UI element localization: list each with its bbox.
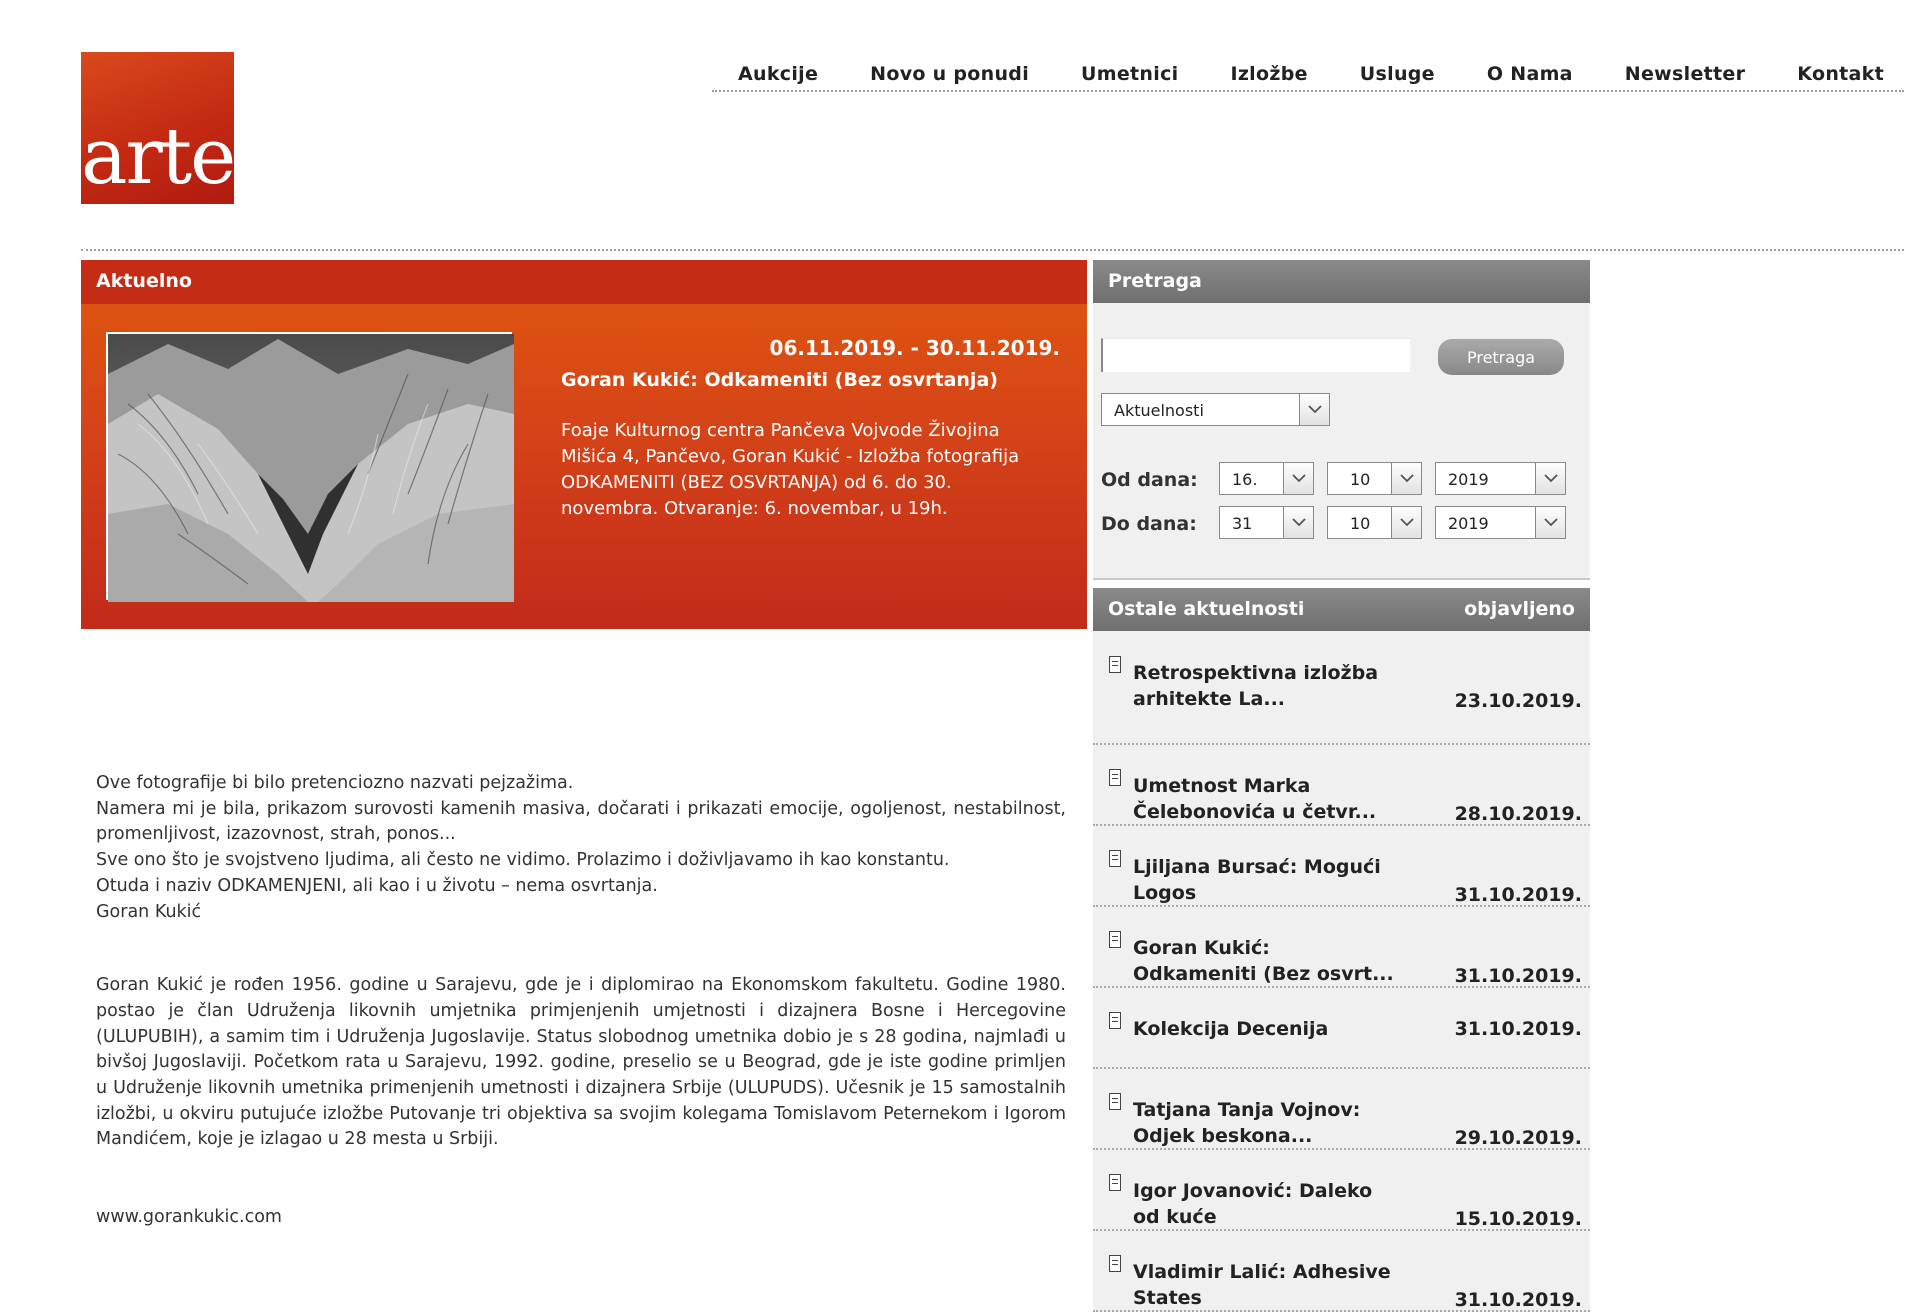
- article-line: Namera mi je bila, prikazom surovosti kamenih masiva, dočarati i prikazati emocije, ogoljenost, nestabilnost, promenljivost, izazovnost, strah, ponos...: [96, 798, 1066, 845]
- article-line: Ove fotografije bi bilo pretenciozno nazvati pejzažima.: [96, 773, 574, 793]
- document-icon: [1109, 656, 1121, 673]
- news-item-title[interactable]: Goran Kukić: Odkameniti (Bez osvrt...: [1133, 937, 1394, 985]
- featured-event-panel: [81, 260, 1087, 629]
- chevron-down-icon: [1535, 507, 1565, 538]
- chevron-down-icon: [1283, 463, 1313, 494]
- document-icon: [1109, 769, 1121, 786]
- news-item-date: 31.10.2019.: [1454, 1289, 1582, 1311]
- from-day-select[interactable]: [1219, 462, 1314, 495]
- search-panel: [1093, 260, 1590, 580]
- nav-newsletter[interactable]: Newsletter: [1624, 63, 1746, 85]
- to-day-select[interactable]: [1219, 506, 1314, 539]
- news-list: [1093, 631, 1590, 1312]
- nav-izlozbe[interactable]: Izložbe: [1230, 63, 1308, 85]
- nav-kontakt[interactable]: Kontakt: [1797, 63, 1884, 85]
- news-item-title[interactable]: Vladimir Lalić: Adhesive States: [1133, 1261, 1391, 1309]
- news-item[interactable]: [1093, 664, 1590, 745]
- document-icon: [1109, 1012, 1121, 1029]
- nav-usluge[interactable]: Usluge: [1359, 63, 1435, 85]
- other-news-heading: [1093, 588, 1590, 631]
- document-icon: [1109, 850, 1121, 867]
- news-item-title[interactable]: Ljiljana Bursać: Mogući Logos: [1133, 856, 1381, 904]
- news-item-title[interactable]: Kolekcija Decenija: [1133, 1018, 1329, 1040]
- news-item[interactable]: [1093, 1150, 1590, 1231]
- from-month-value: 10: [1350, 470, 1371, 489]
- article-line: Sve ono što je svojstveno ljudima, ali često ne vidimo. Prolazimo i doživljavamo ih kao konstantu.: [96, 850, 950, 871]
- featured-description: Foaje Kulturnog centra Pančeva Vojvode Živojina Mišića 4, Pančevo, Goran Kukić - Izložba fotografija ODKAMENITI (BEZ OSVRTANJA) od 6. do 30. novembra. Otvaranje: 6. novembar, u 19h.: [561, 420, 1020, 519]
- document-icon: [1109, 1255, 1121, 1272]
- news-item-date: 31.10.2019.: [1454, 965, 1582, 987]
- chevron-down-icon: [1283, 507, 1313, 538]
- search-button[interactable]: Pretraga: [1438, 339, 1564, 375]
- news-item-title[interactable]: Retrospektivna izložba arhitekte La...: [1133, 662, 1379, 710]
- other-news-panel: [1093, 588, 1590, 1312]
- news-item-title[interactable]: Umetnost Marka Čelebonovića u četvr...: [1133, 775, 1377, 823]
- document-icon: [1109, 1093, 1121, 1110]
- chevron-down-icon: [1299, 394, 1329, 425]
- to-date-label: Do dana:: [1101, 513, 1197, 535]
- chevron-down-icon: [1391, 463, 1421, 494]
- from-year-value: 2019: [1448, 470, 1489, 489]
- article-line: Otuda i naziv ODKAMENJENI, ali kao i u životu – nema osvrtanja.: [96, 875, 658, 896]
- arte-logo[interactable]: [81, 52, 234, 204]
- from-month-select[interactable]: [1327, 462, 1422, 495]
- logo-text: arte: [81, 112, 235, 202]
- news-item[interactable]: [1093, 745, 1590, 826]
- from-date-label: Od dana:: [1101, 469, 1198, 491]
- to-day-value: 31: [1232, 514, 1253, 533]
- nav-aukcije[interactable]: Aukcije: [738, 63, 819, 85]
- news-item[interactable]: [1093, 826, 1590, 907]
- event-article: [96, 771, 1066, 1153]
- document-icon: [1109, 1174, 1121, 1191]
- other-news-title: Ostale aktuelnosti: [1108, 598, 1305, 620]
- top-navigation: [712, 58, 1904, 92]
- to-month-value: 10: [1350, 514, 1371, 533]
- article-biography: Goran Kukić je rođen 1956. godine u Sarajevu, gde je i diplomirao na Ekonomskom fakultetu. Godine 1980. postao je član Udruženja likovnih umjetnika primjenjenih umjetnosti i dizajnera Bosne i Hercegovine (ULUPUBIH), a samim tim i Udruženja Jugoslavije. Status slobodnog umetnika dobio je s 28 godina, najmlađi u bivšoj Jugoslaviji. Početkom rata u Sarajevu, 1992. godine, preselio se u Beograd, gde je iste godine primljen u Udruženje likovnih umetnika primenjenih umetnosti i dizajnera Srbije (ULUPUDS). Učesnik je 15 samostalnih izložbi, u okviru putujuće izložbe Putovanje tri objektiva sa svojim kolegama Tomislavom Peternekom i Igorom Mandićem, koje je izlagao u 28 mesta u Srbiji.: [96, 975, 1066, 1150]
- nav-umetnici[interactable]: Umetnici: [1081, 63, 1179, 85]
- article-intro: [96, 771, 1066, 925]
- nav-novo-u-ponudi[interactable]: Novo u ponudi: [870, 63, 1030, 85]
- chevron-down-icon: [1535, 463, 1565, 494]
- to-year-select[interactable]: [1435, 506, 1566, 539]
- news-item[interactable]: [1093, 1231, 1590, 1312]
- news-item-date: 29.10.2019.: [1454, 1127, 1582, 1149]
- header-divider: [81, 249, 1904, 251]
- news-item-date: 15.10.2019.: [1454, 1208, 1582, 1230]
- rock-landscape-image: [108, 334, 514, 602]
- news-item-date: 31.10.2019.: [1454, 884, 1582, 906]
- featured-date-range: 06.11.2019. - 30.11.2019.: [769, 336, 1060, 360]
- search-heading: [1093, 260, 1590, 303]
- to-month-select[interactable]: [1327, 506, 1422, 539]
- news-item-date: 31.10.2019.: [1454, 1018, 1582, 1040]
- from-year-select[interactable]: [1435, 462, 1566, 495]
- news-item[interactable]: [1093, 907, 1590, 988]
- news-item[interactable]: [1093, 1069, 1590, 1150]
- to-year-value: 2019: [1448, 514, 1489, 533]
- news-item-date: 28.10.2019.: [1454, 803, 1582, 825]
- news-item[interactable]: [1093, 988, 1590, 1069]
- chevron-down-icon: [1391, 507, 1421, 538]
- news-item-date: 23.10.2019.: [1454, 690, 1582, 712]
- published-column-label: objavljeno: [1464, 598, 1575, 620]
- artist-website-link[interactable]: www.gorankukic.com: [96, 1207, 282, 1227]
- news-item-title[interactable]: Igor Jovanović: Daleko od kuće: [1133, 1180, 1373, 1228]
- category-select[interactable]: [1101, 393, 1330, 426]
- from-day-value: 16.: [1232, 470, 1258, 489]
- featured-title[interactable]: Goran Kukić: Odkameniti (Bez osvrtanja): [561, 369, 998, 391]
- nav-o-nama[interactable]: O Nama: [1486, 63, 1573, 85]
- search-heading-label: Pretraga: [1108, 270, 1202, 292]
- featured-event-photo[interactable]: [106, 332, 512, 600]
- document-icon: [1109, 931, 1121, 948]
- news-item-title[interactable]: Tatjana Tanja Vojnov: Odjek beskona...: [1133, 1099, 1361, 1147]
- category-select-value: Aktuelnosti: [1114, 401, 1204, 420]
- featured-heading: Aktuelno: [81, 260, 1087, 304]
- search-input[interactable]: [1101, 338, 1410, 372]
- article-signature: Goran Kukić: [96, 901, 202, 922]
